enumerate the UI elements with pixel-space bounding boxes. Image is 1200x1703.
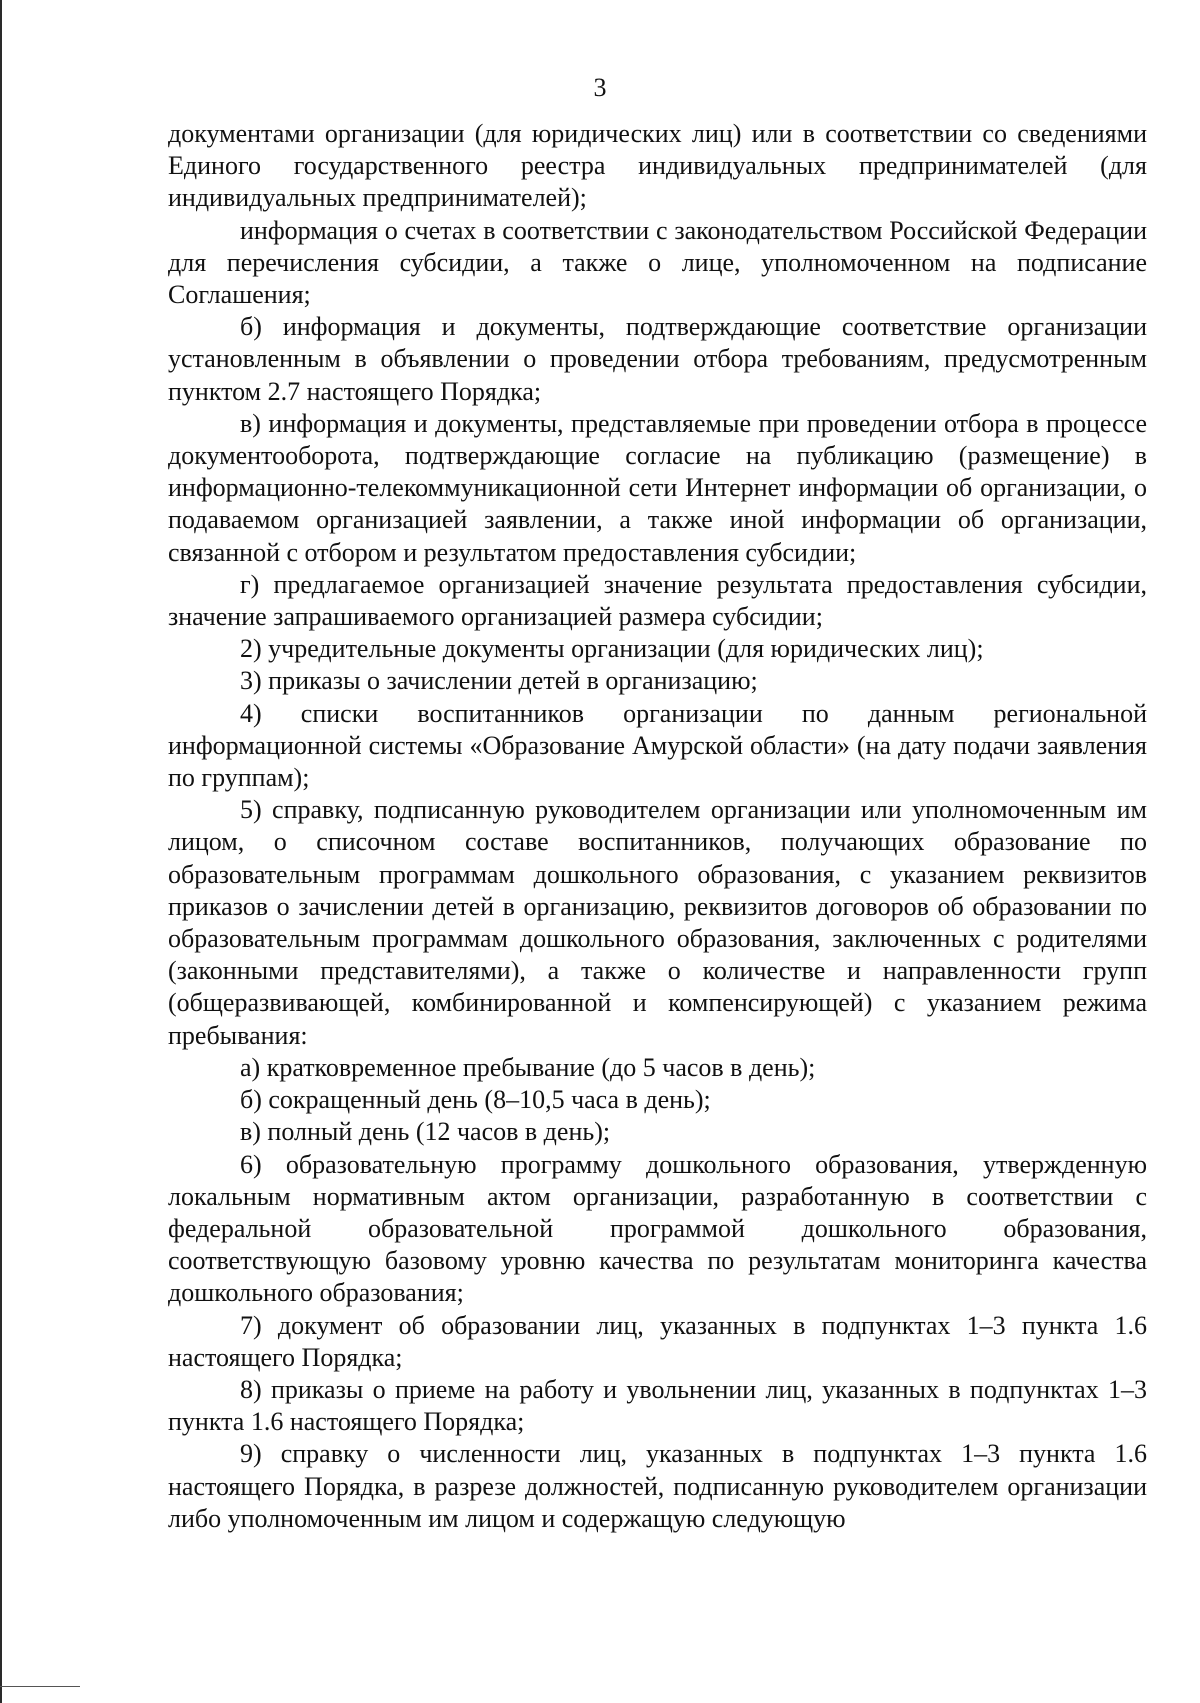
paragraph-item-4: 4) списки воспитанников организации по данным региональной информационной системы «Образование Амурской области» (на дату подачи заявления по группам); <box>168 698 1147 793</box>
paragraph-item-2: 2) учредительные документы организации (для юридических лиц); <box>240 634 984 664</box>
paragraph-item-7: 7) документ об образовании лиц, указанных в подпунктах 1–3 пункта 1.6 настоящего Порядка; <box>168 1310 1147 1372</box>
paragraph-item-8: 8) приказы о приеме на работу и увольнении лиц, указанных в подпунктах 1–3 пункта 1.6 настоящего Порядка; <box>168 1374 1147 1437</box>
paragraph-item-6: 6) образовательную программу дошкольного образования, утвержденную локальным нормативным актом организации, разработанную в соответствии с федеральной образовательной программой дошкольного образования, соответствующую базовому уровню качества по результатам мониторинга качества дошкольного образования; <box>168 1149 1147 1308</box>
paragraph-accounts-info: информация о счетах в соответствии с законодательством Российской Федерации для перечисления субсидии, а также о лице, уполномоченном на подписание Соглашения; <box>168 215 1147 310</box>
paragraph-continuation: документами организации (для юридических лиц) или в соответствии со сведениями Единого государственного реестра индивидуальных предпринимателей (для индивидуальных предпринимателей); <box>168 119 1147 213</box>
paragraph-item-3: 3) приказы о зачислении детей в организацию; <box>240 666 758 696</box>
paragraph-item-v: в) информация и документы, представляемые при проведении отбора в процессе документооборота, подтверждающие согласие на публикацию (размещение) в информационно-телекоммуникационной сети Интернет информации об организации, о подаваемом организацией заявлении, а также иной информации об организации, связанной с отбором и результатом предоставления субсидии; <box>168 408 1147 567</box>
paragraph-item-9: 9) справку о численности лиц, указанных в подпунктах 1–3 пункта 1.6 настоящего Порядка, в разрезе должностей, подписанную руководителем организации либо уполномоченным им лицом и содержащую следующую <box>168 1439 1147 1533</box>
scan-edge-bottom <box>0 1686 80 1687</box>
paragraph-item-5: 5) справку, подписанную руководителем организации или уполномоченным им лицом, о списочном составе воспитанников, получающих образование по образовательным программам дошкольного образования, с указанием реквизитов приказов о зачислении детей в организацию, реквизитов договоров об образовании по образовательным программам дошкольного образования, заключенных с родителями (законными представителями), а также о количестве и направленности групп (общеразвивающей, комбинированной и компенсирующей) с указанием режима пребывания: <box>168 795 1147 1050</box>
paragraph-subitem-b: б) сокращенный день (8–10,5 часа в день); <box>240 1085 711 1115</box>
page-number: 3 <box>593 73 607 102</box>
paragraph-subitem-v: в) полный день (12 часов в день); <box>240 1117 611 1147</box>
paragraph-item-b: б) информация и документы, подтверждающие соответствие организации установленным в объявлении о проведении отбора требованиям, предусмотренным пунктом 2.7 настоящего Порядка; <box>168 312 1147 406</box>
document-body <box>168 118 1147 1535</box>
paragraph-subitem-a: а) кратковременное пребывание (до 5 часов в день); <box>240 1052 816 1082</box>
scan-edge-left <box>0 0 2 1703</box>
paragraph-item-g: г) предлагаемое организацией значение результата предоставления субсидии, значение запрашиваемого организацией размера субсидии; <box>168 569 1147 632</box>
